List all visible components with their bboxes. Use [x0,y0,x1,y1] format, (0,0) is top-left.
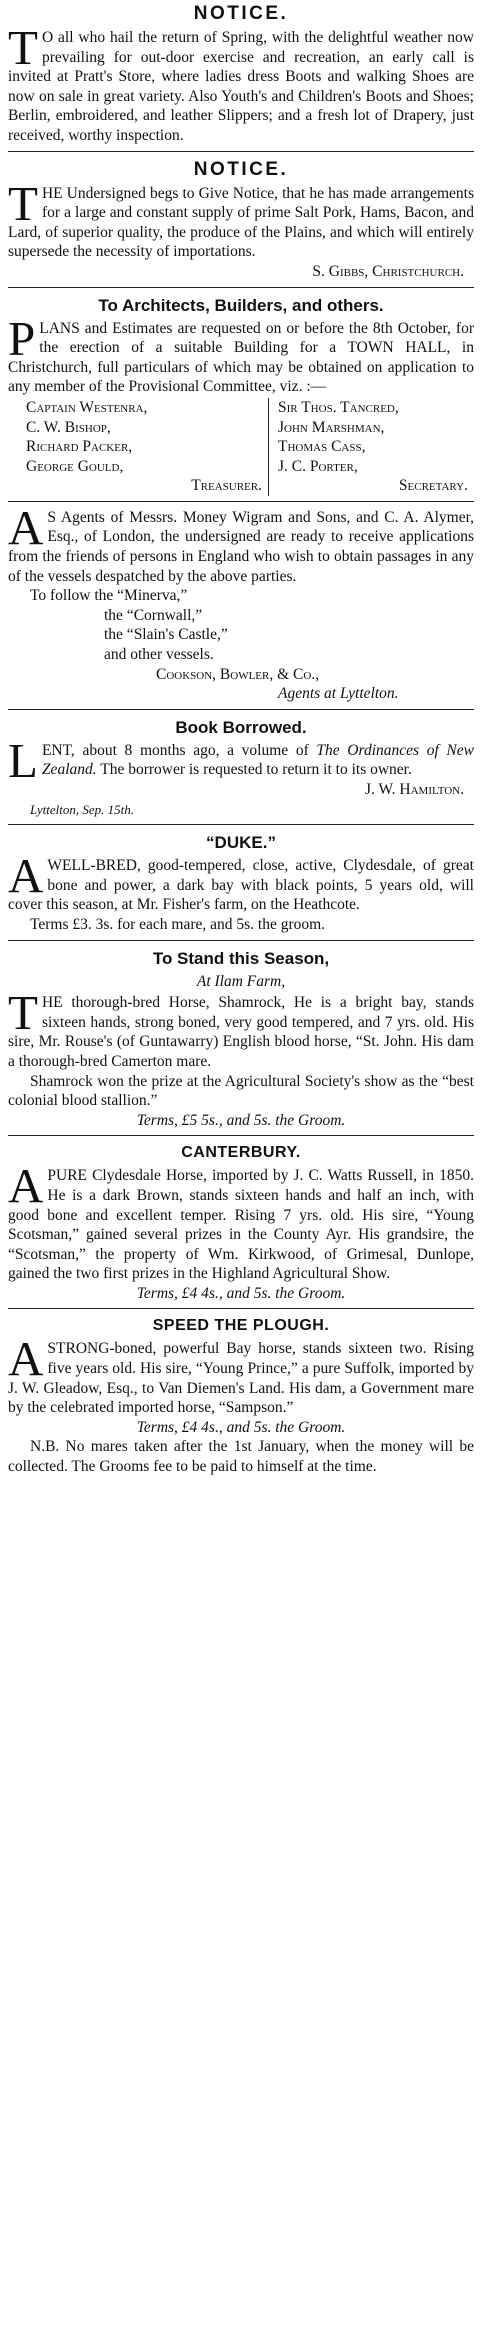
ad-prize: Shamrock won the prize at the Agricultural Society's show as the “best colonial blood stallion.” [8,1072,474,1110]
ad-pratts-store [8,2,474,146]
ad-salt-pork [8,158,474,282]
committee-member: Richard Packer, [26,438,133,456]
ad-body: ENT, about 8 months ago, a volume of [41,741,317,759]
ad-town-hall [8,294,474,496]
divider [8,1135,474,1136]
ad-body: WELL-BRED, good-tempered, close, active, Clydesdale, of great bone and power, a dark bay with black points, 5 years old, will cover this season, at Mr. Fisher's farm, on the Heathcote. [8,857,474,914]
divider [8,501,474,502]
ad-duke [8,831,474,934]
follow-line: To follow the “Minerva,” [30,587,188,605]
ad-signature: S. Gibbs, Christchurch. [312,262,464,280]
committee-list [8,398,474,496]
ad-subheading: At Ilam Farm, [196,972,286,990]
committee-left [8,398,269,496]
ad-nb: N.B. No mares taken after the 1st January, when the money will be collected. The Grooms fee to be paid to himself at the time. [8,1438,474,1476]
ad-body: PURE Clydesdale Horse, imported by J. C. Watts Russell, in 1850. He is a dark Brown, stands sixteen hands and half an inch, with good bone and excellent temper. Rising 7 yrs. old. His sire, “Young Scotsman,” gained several prizes in the County Ayr. His grandsire, the “Scotsman,” the property of Wm. Kirkwood, of Grimesal, Dunlope, gained the two first prizes in the Highland Agricultural Show. [8,1167,474,1283]
ad-body: LANS and Estimates are requested on or before the 8th October, for the erection of a suitable Building for a TOWN HALL, in Christchurch, full particulars of which may be obtained on application to any member of the Provisional Committee, viz. :— [8,319,474,396]
committee-member: Thomas Cass, [278,438,366,456]
committee-member: J. C. Porter, [278,457,358,475]
ad-heading: “DUKE.” [206,833,276,853]
ad-signature: J. W. Hamilton. [364,781,464,798]
divider [8,709,474,710]
drop-cap: T [8,175,38,231]
newspaper-column [8,0,474,1477]
drop-cap: A [8,848,44,904]
drop-cap: P [8,310,36,366]
drop-cap: T [8,985,38,1041]
ad-canterbury [8,1142,474,1303]
ad-terms: Terms £3. 3s. for each mare, and 5s. the groom. [30,915,326,933]
committee-member: John Marshman, [278,418,385,436]
ad-body: O all who hail the return of Spring, with the delightful weather now prevailing for out-door exercise and recreation, an early call is invited at Pratt's Store, where ladies dress Boots and walking Shoes are now on sale in great variety. Also Youth's and Children's Boots and Shoes; Berlin, embroidered, and leather Slippers; and a fresh lot of Drapery, just received, worthy inspection. [8,29,474,144]
drop-cap: A [8,499,44,555]
secretary-label: Secretary. [398,477,468,495]
ad-signature: Cookson, Bowler, & Co., [156,665,320,683]
ad-heading: To Architects, Builders, and others. [98,295,384,315]
treasurer-label: Treasurer. [191,477,262,495]
committee-member: George Gould, [26,457,124,475]
ad-signature-sub: Agents at Lyttelton. [278,685,399,703]
ad-terms: Terms, £4 4s., and 5s. the Groom. [136,1284,346,1302]
drop-cap: A [8,1158,44,1214]
ad-speed-the-plough [8,1315,474,1476]
committee-member: C. W. Bishop, [26,418,111,436]
ad-shamrock [8,947,474,1131]
drop-cap: L [8,732,38,788]
ad-heading: CANTERBURY. [181,1144,301,1162]
ad-body: S Agents of Messrs. Money Wigram and Sons, and C. A. Alymer, Esq., of London, the undersigned are ready to receive applications from the friends of persons in England who wish to obtain passages in any of the vessels despatched by the above parties. [8,508,474,585]
ad-terms: Terms, £5 5s., and 5s. the Groom. [136,1111,346,1129]
vessel-item: the “Slain's Castle,” [104,626,228,644]
ad-date: Lyttelton, Sep. 15th. [30,801,134,817]
ad-body: HE thorough-bred Horse, Shamrock, He is a bright bay, stands sixteen hands, strong boned, very good tempered, and 7 yrs. old. His sire, Mr. Rouse's (of Guntawarry) English blood horse, “St. John. His dam a thorough-bred Camerton mare. [8,994,474,1070]
divider [8,1308,474,1309]
vessel-item: and other vessels. [104,646,214,664]
ad-heading: NOTICE. [193,3,289,24]
ad-book-borrowed [8,716,474,819]
vessel-item: the “Cornwall,” [104,606,203,624]
drop-cap: A [8,1331,44,1387]
committee-right [269,398,474,496]
book-title: The Ordinances of New Zealand. [41,741,474,779]
divider [8,287,474,288]
ad-heading: To Stand this Season, [152,948,330,968]
ad-heading: NOTICE. [193,158,289,180]
ad-shipping-agents [8,499,474,704]
ad-body: HE Undersigned begs to Give Notice, that he has made arrangements for a large and constant supply of prime Salt Pork, Hams, Bacon, and Lard, of superior quality, the produce of the Plains, and which will entirely supersede the necessity of importations. [8,184,474,261]
ad-heading: Book Borrowed. [175,717,307,737]
ad-terms: Terms, £4 4s., and 5s. the Groom. [136,1418,346,1436]
committee-member: Sir Thos. Tancred, [278,398,399,416]
divider [8,940,474,941]
divider [8,151,474,152]
ad-heading: SPEED THE PLOUGH. [152,1317,330,1335]
ad-body-end: The borrower is requested to return it to its owner. [96,761,412,779]
divider [8,824,474,825]
committee-member: Captain Westenra, [26,398,148,416]
ad-body: STRONG-boned, powerful Bay horse, stands sixteen two. Rising five years old. His sire, “Young Prince,” a pure Suffolk, imported by J. W. Gleadow, Esq., to Van Diemen's Land. His dam, a Government mare by the celebrated imported horse, “Sampson.” [8,1340,474,1417]
drop-cap: T [8,20,38,75]
